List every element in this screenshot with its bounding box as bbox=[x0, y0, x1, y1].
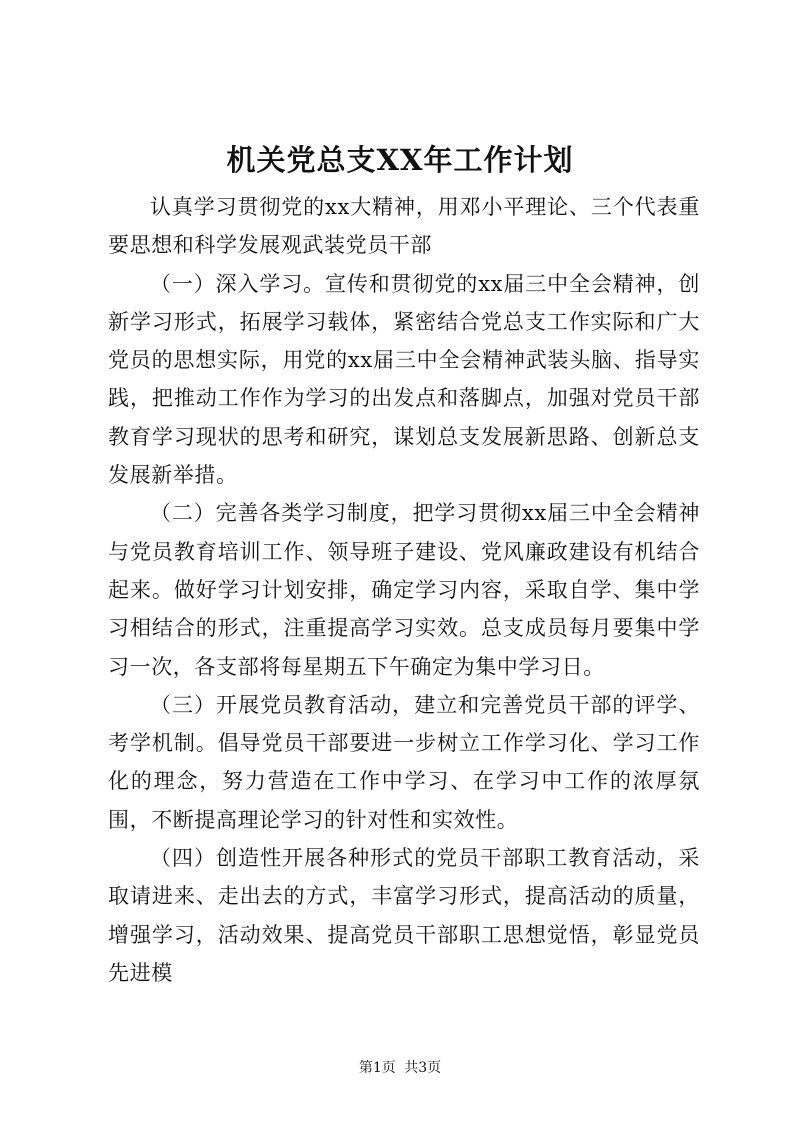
paragraph-1: （一）深入学习。宣传和贯彻党的xx届三中全会精神，创新学习形式，拓展学习载体，紧密结合党总支工作实际和广大党员的思想实际，用党的xx届三中全会精神武装头脑、指导实践，把推动工作作为学习的出发点和落脚点，加强对党员干部教育学习现状的思考和研究，谋划总支发展新思路、创新总支发展新举措。 bbox=[108, 271, 700, 488]
document-title: 机关党总支XX年工作计划 bbox=[226, 143, 574, 177]
paragraph-3: （三）开展党员教育活动，建立和完善党员干部的评学、考学机制。倡导党员干部要进一步树立工作学习化、学习工作化的理念，努力营造在工作中学习、在学习中工作的浓厚氛围，不断提高理论学习的针对性和实效性。 bbox=[108, 692, 700, 832]
paragraph-intro: 认真学习贯彻党的xx大精神，用邓小平理论、三个代表重要思想和科学发展观武装党员干部 bbox=[108, 195, 700, 258]
page-number: 第1页 bbox=[358, 1060, 396, 1076]
paragraph-2: （二）完善各类学习制度，把学习贯彻xx届三中全会精神与党员教育培训工作、领导班子建设、党风廉政建设有机结合起来。做好学习计划安排，确定学习内容，采取自学、集中学习相结合的形式，注重提高学习实效。总支成员每月要集中学习一次，各支部将每星期五下午确定为集中学习日。 bbox=[108, 501, 700, 679]
page-footer bbox=[0, 1058, 800, 1078]
document-body bbox=[108, 188, 700, 992]
page-total: 共3页 bbox=[404, 1060, 442, 1076]
paragraph-4: （四）创造性开展各种形式的党员干部职工教育活动，采取请进来、走出去的方式，丰富学习形式，提高活动的质量，增强学习，活动效果、提高党员干部职工思想觉悟，彰显党员先进模 bbox=[108, 846, 700, 985]
